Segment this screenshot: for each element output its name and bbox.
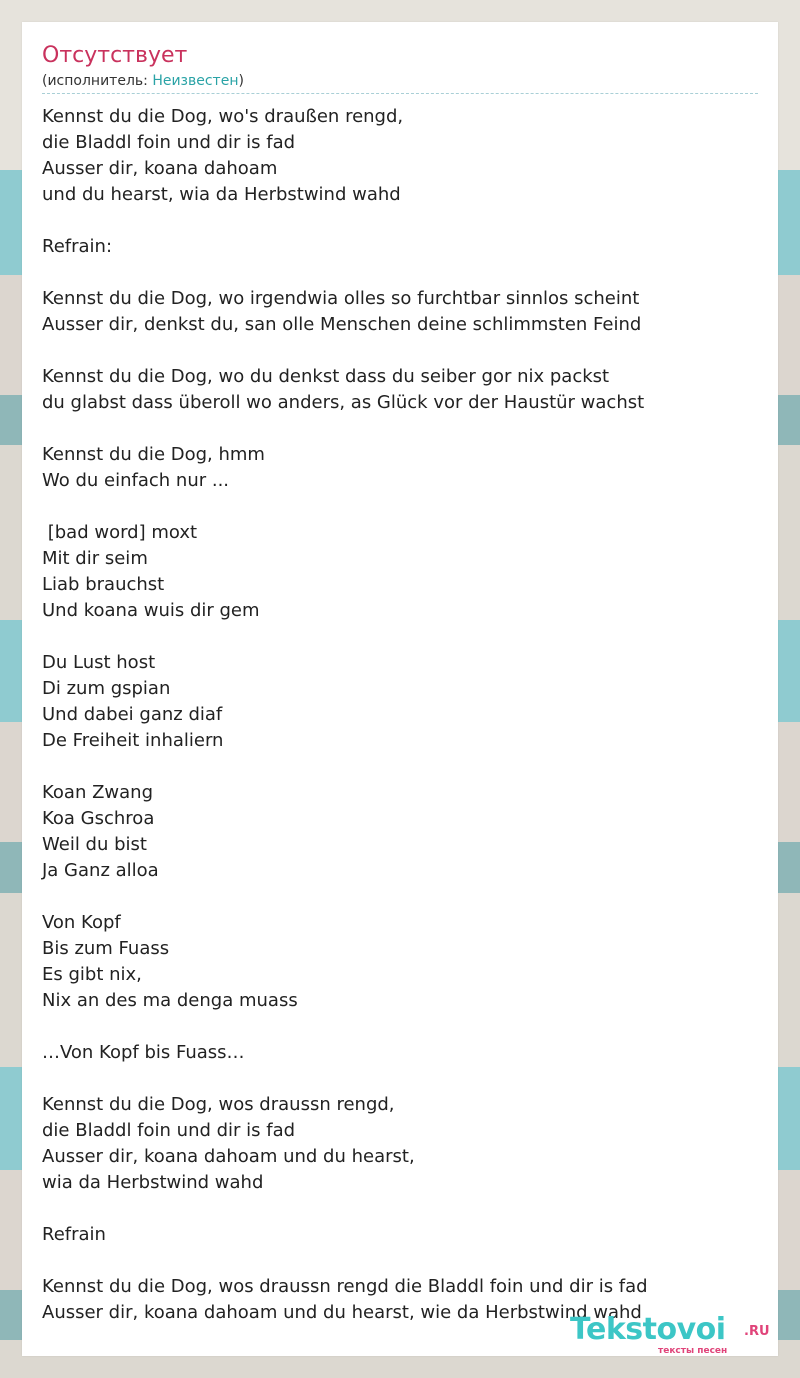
lyric-blank-line [42, 416, 758, 442]
logo-wordmark: Tekstovoi [570, 1312, 726, 1347]
lyrics-text [42, 104, 758, 1326]
lyric-blank-line [42, 494, 758, 520]
lyric-blank-line [42, 754, 758, 780]
lyric-blank-line [42, 1248, 758, 1274]
lyric-blank-line [42, 624, 758, 650]
lyric-line: Kennst du die Dog, wos draussn rengd, [42, 1094, 395, 1115]
lyric-line: Es gibt nix, [42, 964, 142, 985]
lyric-line: Koan Zwang [42, 782, 153, 803]
lyric-line: Kennst du die Dog, hmm [42, 444, 265, 465]
lyric-line: Ausser dir, koana dahoam und du hearst, wie da Herbstwind wahd [42, 1302, 642, 1323]
lyric-blank-line [42, 260, 758, 286]
lyric-blank-line [42, 1014, 758, 1040]
logo-tagline: тексты песен [658, 1346, 728, 1356]
lyric-line: Von Kopf [42, 912, 121, 933]
title-divider [42, 93, 758, 94]
lyric-blank-line [42, 1066, 758, 1092]
lyric-line: Kennst du die Dog, wo's draußen rengd, [42, 106, 404, 127]
logo-domain: .RU [744, 1324, 770, 1339]
lyric-line: Koa Gschroa [42, 808, 155, 829]
lyric-line: Di zum gspian [42, 678, 171, 699]
lyric-blank-line [42, 1196, 758, 1222]
lyric-line: Kennst du die Dog, wos draussn rengd die Bladdl foin und dir is fad [42, 1276, 648, 1297]
lyric-line: Wo du einfach nur ... [42, 470, 230, 491]
lyric-line: die Bladdl foin und dir is fad [42, 1120, 296, 1141]
artist-line [42, 72, 244, 90]
lyric-line: und du hearst, wia da Herbstwind wahd [42, 184, 401, 205]
lyric-line: Kennst du die Dog, wo irgendwia olles so furchtbar sinnlos scheint [42, 288, 640, 309]
lyric-line: Kennst du die Dog, wo du denkst dass du seiber gor nix packst [42, 366, 610, 387]
lyric-line: Liab brauchst [42, 574, 165, 595]
lyric-blank-line [42, 338, 758, 364]
lyric-line: Mit dir seim [42, 548, 148, 569]
lyric-line: wia da Herbstwind wahd [42, 1172, 264, 1193]
lyric-line: …Von Kopf bis Fuass… [42, 1042, 245, 1063]
lyric-line: Ausser dir, denkst du, san olle Menschen deine schlimmsten Feind [42, 314, 642, 335]
lyric-line: Ausser dir, koana dahoam [42, 158, 278, 179]
lyric-line: Ja Ganz alloa [42, 860, 159, 881]
lyric-line: Refrain: [42, 236, 113, 257]
lyric-line: [bad word] moxt [42, 522, 198, 543]
lyric-line: Weil du bist [42, 834, 147, 855]
lyric-blank-line [42, 208, 758, 234]
lyric-blank-line [42, 884, 758, 910]
lyric-line: du glabst dass überoll wo anders, as Glück vor der Haustür wachst [42, 392, 645, 413]
lyric-line: Und dabei ganz diaf [42, 704, 223, 725]
lyric-line: Bis zum Fuass [42, 938, 170, 959]
lyric-line: De Freiheit inhaliern [42, 730, 224, 751]
lyric-line: Ausser dir, koana dahoam und du hearst, [42, 1146, 415, 1167]
artist-prefix: (исполнитель: [42, 73, 153, 89]
lyric-line: die Bladdl foin und dir is fad [42, 132, 296, 153]
artist-link[interactable]: Неизвестен [152, 73, 239, 89]
lyric-line: Und koana wuis dir gem [42, 600, 260, 621]
artist-suffix: ) [238, 73, 244, 89]
lyrics-card [22, 22, 778, 1356]
lyric-line: Refrain [42, 1224, 106, 1245]
site-logo[interactable] [570, 1312, 776, 1356]
lyric-line: Du Lust host [42, 652, 156, 673]
lyric-line: Nix an des ma denga muass [42, 990, 298, 1011]
song-title: Отсутствует [42, 43, 188, 68]
